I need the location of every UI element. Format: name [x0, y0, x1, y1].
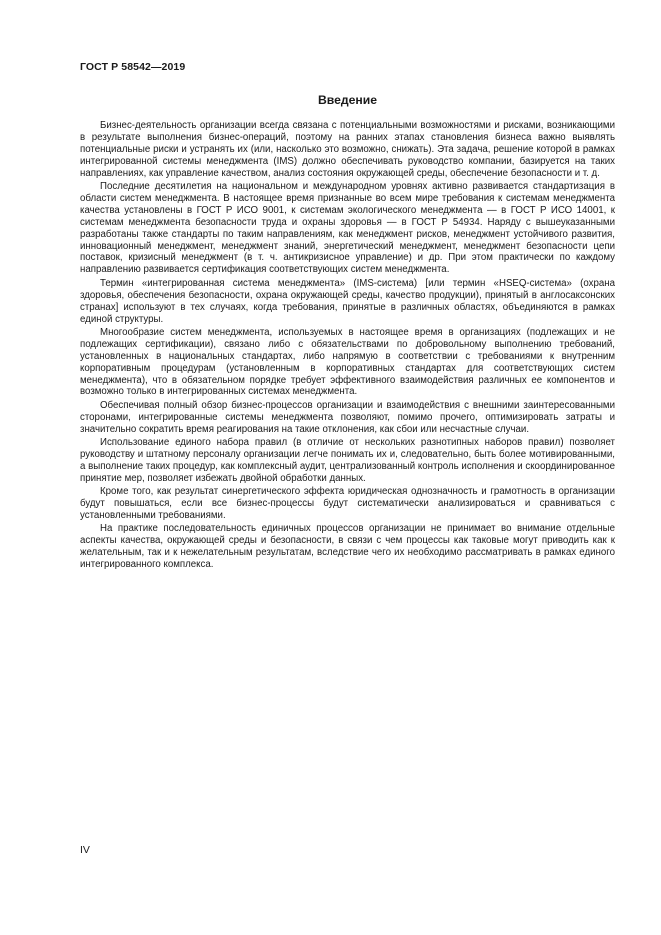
section-title: Введение: [317, 93, 378, 107]
paragraph-5: Обеспечивая полный обзор бизнес-процессов организации и взаимодействия с внешними заинтересованными сторонами, интегрированные системы менеджмента позволяют, помимо прочего, оптимизировать затраты и значительно сократить время реагирования на такие отклонения, как сбои или несчастные случаи.: [80, 399, 615, 435]
paragraph-1: Бизнес-деятельность организации всегда связана с потенциальными возможностями и рисками, возникающими в результате выполнения бизнес-операций, поэтому на ранних этапах становления бизнеса важно выявлять потенциальные риски и устранять их (или, насколько это возможно, снижать). Эта задача, решение которой в рамках интегрированной системы менеджмента (IMS) должно обеспечивать руководство компании, базируется на таких направлениях, как управление качеством, анализ состояния окружающей среды, обеспечение безопасности и т. д.: [80, 120, 615, 179]
paragraph-2: Последние десятилетия на национальном и международном уровнях активно развивается стандартизация в области систем менеджмента. В настоящее время признанные во всем мире требования к системам менеджмента качества установлены в ГОСТ Р ИСО 9001, к системам экологического менеджмента — в ГОСТ Р ИСО 14001, к системам менеджмента безопасности труда и охраны здоровья — в ГОСТ Р 54934. Наряду с вышеуказанными разработаны также стандарты по таким направлениям, как менеджмент рисков, менеджмент устойчивого развития, инновационный менеджмент, менеджмент знаний, энергетический менеджмент, менеджмент безопасности цепи поставок, кризисный менеджмент (в т. ч. антикризисное управление) и др. При этом практически по каждому направлению развивается сертификация соответствующих систем менеджмента.: [80, 181, 615, 276]
paragraph-7: Кроме того, как результат синергетического эффекта юридическая однозначность и грамотность в организации будут повышаться, если все бизнес-процессы будут систематически анализироваться и сравниваться с установленными требованиями.: [80, 486, 615, 521]
document-header: ГОСТ Р 58542—2019: [80, 61, 186, 73]
body-text: [80, 120, 615, 573]
paragraph-3: Термин «интегрированная система менеджмента» (IMS-система) [или термин «HSEQ-система» (охрана здоровья, обеспечения безопасности, охрана окружающей среды, качество продукции), принятый в англосаксонских странах] используют в тех случаях, когда требования, принятые в различных областях, объединяются в рамках единой структуры.: [80, 277, 615, 325]
paragraph-4: Многообразие систем менеджмента, используемых в настоящее время в организациях (подлежащих и не подлежащих сертификации), связано либо с обязательствами по добровольному выполнению требований, установленных в национальных стандартах, либо напрямую в соответствии с требованиями к внутренним корпоративным процедурам (установленным в корпоративных стандартах для соответствующих систем менеджмента), что в обязательном порядке требует эффективного взаимодействия различных ее компонентов и возможно только в интегрированных системах менеджмента.: [80, 326, 615, 398]
paragraph-8: На практике последовательность единичных процессов организации не принимает во внимание отдельные аспекты качества, окружающей среды и безопасности, в связи с чем процессы как таковые могут приводить как к желательным, так и к нежелательным результатам, вследствие чего их необходимо рассматривать в рамках единого интегрированного комплекса.: [80, 523, 615, 571]
paragraph-6: Использование единого набора правил (в отличие от нескольких разнотипных наборов правил) позволяет руководству и штатному персоналу организации легче понимать их и, следовательно, быть более мотивированными, а выполнение таких процедур, как комплексный аудит, централизованный контроль исполнения и скоординированное принятие мер, позволяет избежать двойной обработки данных.: [80, 437, 615, 484]
page-number: IV: [80, 844, 90, 856]
